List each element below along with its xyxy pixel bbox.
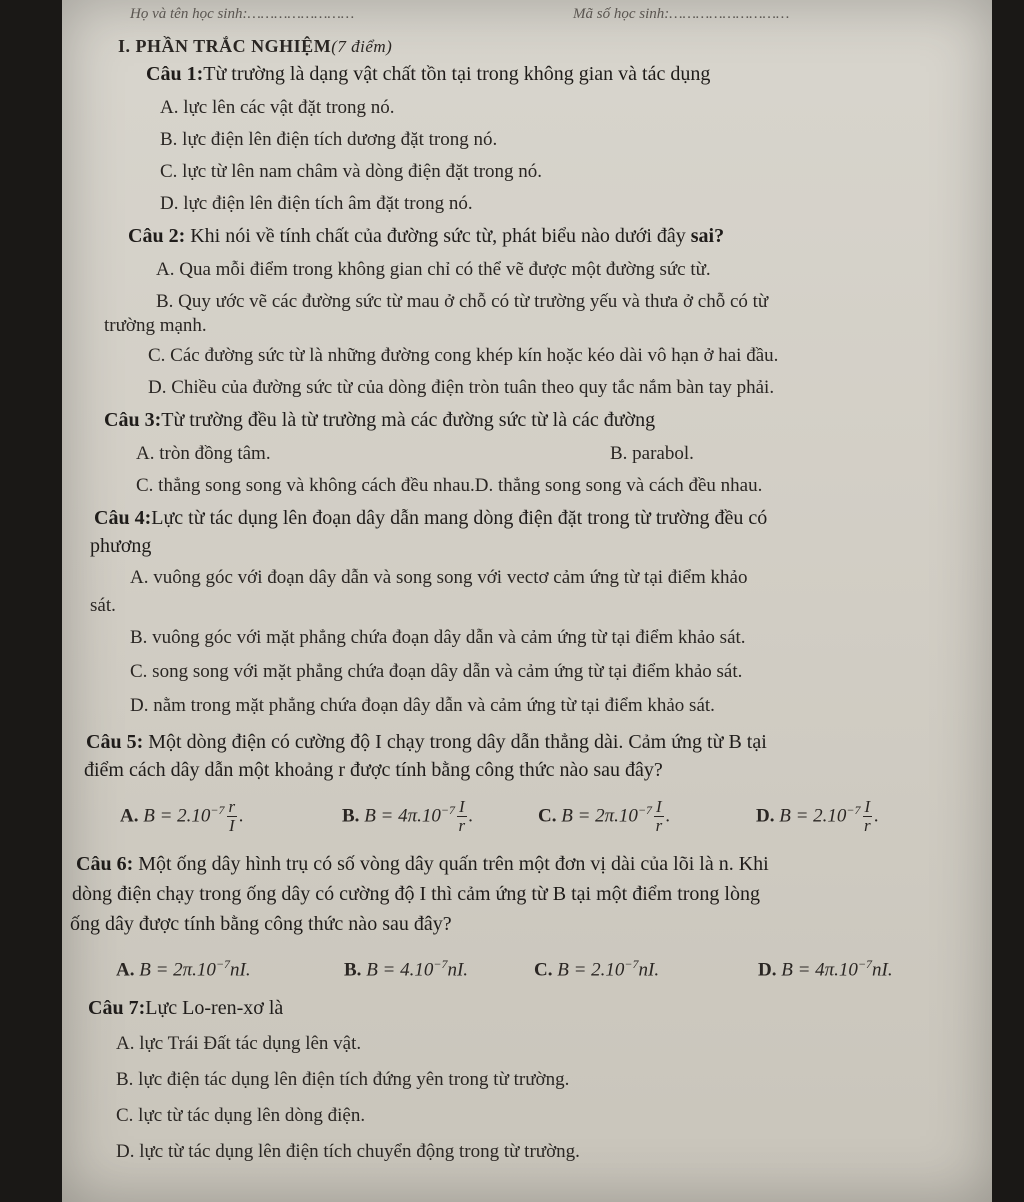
question-4-text: Lực từ tác dụng lên đoạn dây dẫn mang dòng điện đặt trong từ trường đều có	[151, 507, 768, 529]
question-7-option-a: A. lực Trái Đất tác dụng lên vật.	[116, 1033, 362, 1054]
question-7-option-c: C. lực từ tác dụng lên dòng điện.	[116, 1105, 366, 1126]
option-letter: C.	[534, 959, 553, 981]
fraction	[863, 798, 873, 835]
question-3-option-b: B. parabol.	[610, 443, 694, 464]
question-7-text: Lực Lo-ren-xơ là	[145, 997, 284, 1019]
formula-end: .	[874, 805, 879, 827]
question-2-option-a: A. Qua mỗi điểm trong không gian chỉ có thể vẽ được một đường sức từ.	[156, 259, 711, 280]
question-6-stem-continued: dòng điện chạy trong ống dây có cường độ I thì cảm ứng từ B tại một điểm trong lòng	[72, 883, 760, 905]
question-4-option-a: A. vuông góc với đoạn dây dẫn và song song với vectơ cảm ứng từ tại điểm khảo	[130, 567, 748, 588]
question-4-stem	[94, 506, 767, 530]
question-3-option-d: D. thẳng song song và cách đều nhau.	[474, 475, 763, 496]
header	[130, 2, 790, 26]
question-5-label: Câu 5:	[86, 731, 144, 753]
question-4-label: Câu 4:	[94, 507, 152, 529]
option-letter: A.	[116, 959, 135, 981]
question-6-stem	[76, 852, 769, 876]
formula-exponent: −7	[846, 803, 861, 817]
question-4-stem-continued: phương	[90, 535, 152, 557]
question-3-stem	[104, 408, 655, 432]
formula-base: B = 2π.10	[561, 805, 638, 827]
question-2-option-c: C. Các đường sức từ là những đường cong khép kín hoặc kéo dài vô hạn ở hai đầu.	[148, 345, 779, 366]
question-6-option-c	[534, 952, 659, 982]
question-6-label: Câu 6:	[76, 853, 134, 875]
numerator: I	[864, 797, 871, 817]
question-4-option-a-continued: sát.	[90, 595, 116, 616]
question-5-stem	[86, 730, 767, 754]
question-3-option-c-d	[136, 474, 762, 498]
question-7-option-b: B. lực điện tác dụng lên điện tích đứng yên trong từ trường.	[116, 1069, 570, 1090]
question-1-option-c: C. lực từ lên nam châm và dòng điện đặt trong nó.	[160, 161, 543, 182]
formula-base: B = 4π.10	[781, 959, 858, 981]
formula-exponent: −7	[210, 803, 225, 817]
denominator: r	[655, 816, 663, 836]
exam-sheet	[62, 0, 992, 1202]
numerator: I	[459, 797, 465, 817]
option-letter: D.	[756, 805, 775, 827]
formula-exponent: −7	[433, 957, 448, 971]
question-3-option-c: C. thẳng song song và không cách đều nhau.	[136, 475, 475, 496]
section-title	[118, 34, 392, 59]
question-2-text: Khi nói về tính chất của đường sức từ, phát biểu nào dưới đây	[190, 225, 691, 247]
fraction	[227, 798, 238, 835]
fraction	[654, 798, 664, 835]
question-1-option-a: A. lực lên các vật đặt trong nó.	[160, 97, 395, 118]
formula-end: nI.	[638, 959, 660, 981]
section-points: (7 điểm)	[331, 37, 393, 56]
formula-base: B = 2.10	[143, 805, 211, 827]
question-2-option-d: D. Chiều của đường sức từ của dòng điện tròn tuân theo quy tắc nắm bàn tay phải.	[148, 377, 775, 398]
formula-exponent: −7	[857, 957, 873, 971]
student-name-field: Họ và tên học sinh:……………………	[130, 6, 355, 22]
fraction	[457, 798, 467, 835]
question-3-label: Câu 3:	[104, 409, 162, 431]
option-letter: A.	[120, 805, 139, 827]
question-2-option-b: B. Quy ước vẽ các đường sức từ mau ở chỗ có từ trường yếu và thưa ở chỗ có từ	[156, 291, 769, 312]
question-1-option-d: D. lực điện lên điện tích âm đặt trong nó.	[160, 193, 473, 214]
formula-base: B = 2.10	[557, 959, 625, 981]
formula-end: nI.	[230, 959, 251, 981]
question-5-option-d	[756, 798, 879, 835]
denominator: r	[864, 816, 871, 836]
question-5-option-a	[120, 798, 244, 835]
question-5-option-c	[538, 798, 670, 835]
question-4-option-d: D. nằm trong mặt phẳng chứa đoạn dây dẫn và cảm ứng từ tại điểm khảo sát.	[130, 695, 715, 716]
question-1-option-b: B. lực điện lên điện tích dương đặt trong nó.	[160, 129, 498, 150]
formula-exponent: −7	[624, 957, 639, 971]
formula-end: nI.	[447, 959, 469, 981]
option-letter: C.	[538, 805, 557, 827]
option-letter: D.	[758, 959, 777, 981]
option-letter: B.	[344, 959, 362, 981]
numerator: I	[656, 797, 662, 817]
numerator: r	[228, 797, 236, 817]
question-6-option-d	[758, 952, 893, 982]
denominator: I	[229, 816, 235, 836]
formula-base: B = 4.10	[366, 959, 434, 981]
question-3-option-a: A. tròn đồng tâm.	[136, 443, 271, 464]
question-6-text: Một ống dây hình trụ có số vòng dây quấn trên một đơn vị dài của lõi là n. Khi	[138, 853, 769, 875]
formula-exponent: −7	[215, 957, 231, 971]
question-5-stem-continued: điểm cách dây dẫn một khoảng r được tính bằng công thức nào sau đây?	[84, 759, 663, 781]
student-id-field: Mã số học sinh:………………………	[573, 6, 790, 22]
question-4-option-b: B. vuông góc với mặt phẳng chứa đoạn dây dẫn và cảm ứng từ tại điểm khảo sát.	[130, 627, 746, 648]
question-1-stem	[146, 62, 710, 86]
question-2-emphasis: sai?	[690, 225, 725, 247]
question-2-label: Câu 2:	[128, 225, 186, 247]
question-6-option-a	[116, 952, 251, 982]
formula-exponent: −7	[440, 803, 455, 817]
question-7-label: Câu 7:	[88, 997, 146, 1019]
question-7-stem	[88, 996, 283, 1020]
question-5-text: Một dòng điện có cường độ I chạy trong dây dẫn thẳng dài. Cảm ứng từ B tại	[148, 731, 767, 753]
formula-end: .	[239, 805, 244, 827]
question-2-stem	[128, 224, 724, 248]
formula-base: B = 2π.10	[139, 959, 216, 981]
question-1-text: Từ trường là dạng vật chất tồn tại trong không gian và tác dụng	[203, 63, 711, 85]
formula-end: .	[468, 805, 474, 827]
formula-end: .	[665, 805, 671, 827]
question-7-option-d: D. lực từ tác dụng lên điện tích chuyển động trong từ trường.	[116, 1141, 580, 1162]
question-2-option-b-continued: trường mạnh.	[104, 315, 207, 336]
formula-end: nI.	[872, 959, 893, 981]
question-6-option-b	[344, 952, 468, 982]
formula-base: B = 4π.10	[364, 805, 441, 827]
question-4-option-c: C. song song với mặt phẳng chứa đoạn dây dẫn và cảm ứng từ tại điểm khảo sát.	[130, 661, 743, 682]
formula-base: B = 2.10	[779, 805, 847, 827]
formula-exponent: −7	[637, 803, 653, 817]
question-3-text: Từ trường đều là từ trường mà các đường sức từ là các đường	[161, 409, 656, 431]
denominator: r	[458, 816, 466, 836]
option-letter: B.	[342, 805, 360, 827]
question-5-option-b	[342, 798, 473, 835]
question-1-label: Câu 1:	[146, 63, 204, 85]
section-title-text: I. PHẦN TRẮC NGHIỆM	[118, 36, 332, 56]
question-6-stem-continued-2: ống dây được tính bằng công thức nào sau đây?	[70, 913, 452, 935]
